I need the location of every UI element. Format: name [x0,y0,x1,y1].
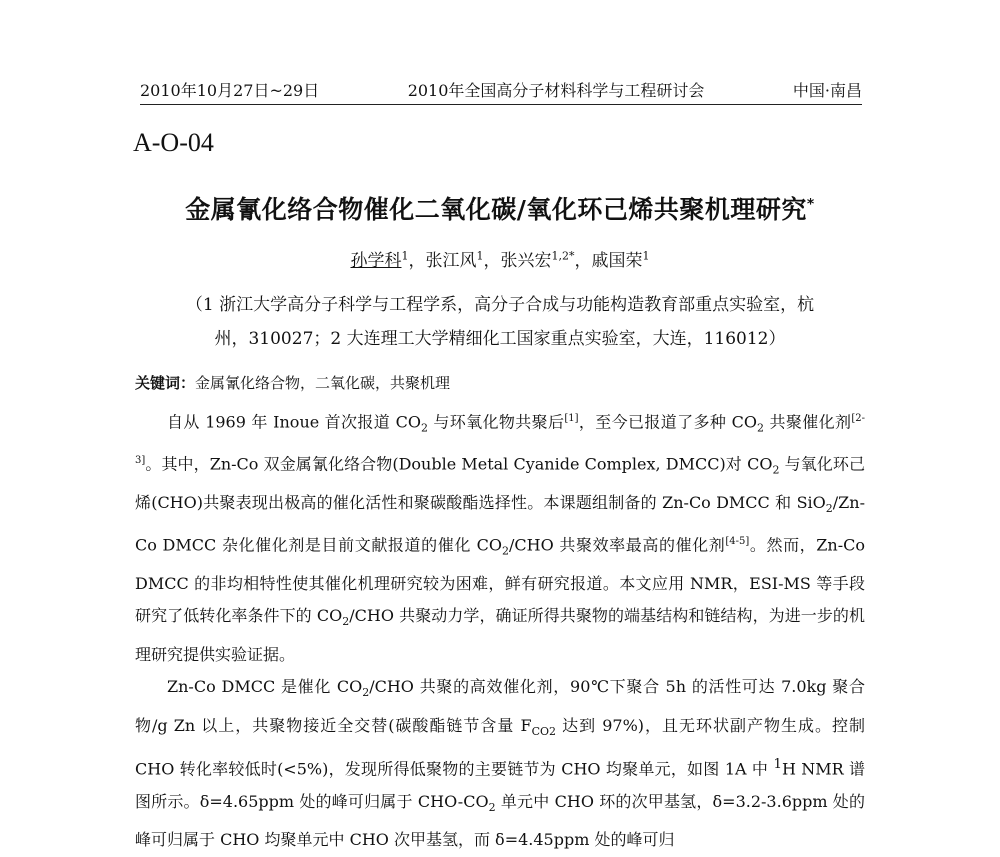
text-run: 与氧化环己烯(CHO)共聚表现出极高的催化活性和聚碳酸酯选择性。本课题组制备的 Zn-Co DMCC 和 SiO [135,454,865,513]
header-conference: 2010年全国高分子材料科学与工程研讨会 [407,81,705,100]
citation: [2-3] [135,413,865,467]
paper-title [130,190,870,226]
affiliation-line: （1 浙江大学高分子科学与工程学系，高分子合成与功能构造教育部重点实验室，杭 [185,295,815,315]
text-run: 单元中 CHO 环的次甲基氢，δ=3.2-3.6ppm 处的峰可归属于 CHO 均聚单元中 CHO 次甲基氢，而 δ=4.45ppm 处的峰可归 [135,791,865,850]
affiliation-line: 州，310027；2 大连理工大学精细化工国家重点实验室，大连，116012） [214,329,786,349]
subscript: 2 [488,800,496,814]
subscript: 2 [420,421,428,435]
running-header [140,78,862,105]
text-run: 。其中，Zn-Co 双金属氰化络合物(Double Metal Cyanide Complex, DMCC)对 CO [145,454,773,474]
header-location: 中国·南昌 [792,81,862,100]
author-list [130,246,870,271]
keywords-text: 金属氰化络合物，二氧化碳，共聚机理 [195,374,451,392]
subscript: 2 [757,421,765,435]
text-run: /CHO 共聚的高效催化剂，90℃下聚合 5h 的活性可达 7.0kg 聚合物/g Zn 以上，共聚物接近全交替(碳酸酯链节含量 F [135,677,865,736]
author-affiliation: 1,2* [551,249,575,263]
text-run: Zn-Co DMCC 是催化 CO [167,677,363,697]
text-run: 。然而，Zn-Co DMCC 的非均相特性使其催化机理研究较为困难，鲜有研究报道。本文应用 NMR，ESI-MS 等手段研究了低转化率条件下的 CO [135,535,865,626]
subscript: 2 [501,544,509,558]
text-run: /Zn-Co DMCC 杂化催化剂是目前文献报道的催化 CO [135,493,865,555]
author-affiliation: 1 [642,249,650,263]
subscript: 2 [772,463,780,477]
text-run: 达到 97%)，且无环状副产物生成。控制 CHO 转化率较低时(<5%)，发现所得低聚物的主要链节为 CHO 均聚单元，如图 1A 中 [135,716,865,779]
text-run: H NMR 谱图所示。δ=4.65ppm 处的峰可归属于 CHO-CO [135,759,865,811]
author-name: 张兴宏 [500,251,552,271]
citation: [1] [564,413,579,424]
author-name: 张江风 [425,251,477,271]
author-separator: ， [408,251,426,271]
text-run: ，至今已报道了多种 CO [578,412,758,432]
text-run: /CHO 共聚效率最高的催化剂 [508,535,726,555]
title-text: 金属氰化络合物催化二氧化碳/氧化环己烯共聚机理研究 [185,195,807,224]
subscript: 2 [825,502,833,516]
paper-code: A-O-04 [133,128,214,157]
affiliations [135,288,865,356]
author-affiliation: 1 [476,249,484,263]
text-run: 共聚催化剂 [764,412,852,432]
subscript: 2 [362,686,370,700]
text-run: /CHO 共聚动力学，确证所得共聚物的端基结构和链结构，为进一步的机理研究提供实验证据。 [135,606,866,664]
text-run: 与环氧化物共聚后 [427,412,565,432]
author-affiliation: 1 [401,249,409,263]
author-name: 戚国荣 [591,251,643,271]
keywords [135,372,865,393]
paragraph [135,671,865,856]
author-separator: ， [574,251,592,271]
text-run: 自从 1969 年 Inoue 首次报道 CO [167,412,421,432]
author-separator: ， [483,251,501,271]
header-date: 2010年10月27日~29日 [140,81,320,100]
subscript: CO2 [531,725,557,739]
title-footnote-mark: * [806,196,815,213]
subscript: 2 [342,615,350,629]
paragraph [135,403,865,671]
keywords-label: 关键词： [135,374,196,392]
citation: [4-5] [725,535,750,547]
author-name: 孙学科 [350,251,402,271]
superscript: 1 [773,756,782,772]
body-text [135,403,865,857]
